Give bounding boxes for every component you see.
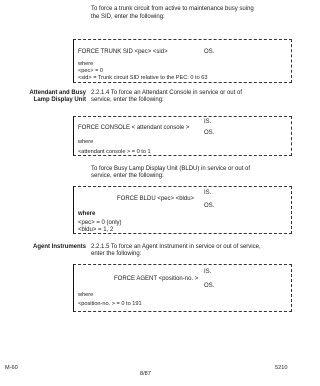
out-of-service-label: OS. xyxy=(204,283,215,289)
out-of-service-label: OS. xyxy=(204,130,215,136)
where-label: where xyxy=(78,211,96,217)
where-label: where xyxy=(78,61,94,67)
sid-definition: <sid> = Trunk circuit SID relative to the PEC: 0 to 63 xyxy=(78,75,208,81)
force-bldu-command: FORCE BLDU <pec> <bldu> xyxy=(117,196,195,202)
bldu-intro-line-2: service, enter the following: xyxy=(91,173,164,179)
force-agent-command: FORCE AGENT <position-no. > xyxy=(114,276,199,282)
agent-intro-line-2: enter the following: xyxy=(91,251,142,257)
force-console-command: FORCE CONSOLE < attendant console > xyxy=(78,125,190,131)
out-of-service-label: OS. xyxy=(204,49,215,55)
agent-intro-line-1: 2.2.1.5 To force an Agent Instrument in service or out of service, xyxy=(91,244,261,250)
attendant-intro-line-2: service, enter the following: xyxy=(91,97,164,103)
pec-definition: <pec> = 0 (only) xyxy=(78,220,122,226)
page-number: M-60 xyxy=(5,365,18,371)
bldu-intro-line-1: To force Busy Lamp Display Unit (BLDU) in service or out of xyxy=(91,166,251,172)
bldu-definition: <bldu> = 1, 2 xyxy=(78,227,114,233)
section-heading-agent: Agent Instruments xyxy=(32,244,86,250)
intro-line-2: the SID, enter the following: xyxy=(91,14,165,20)
section-heading-attendant: Attendant and Busy xyxy=(29,90,86,96)
in-service-label: IS. xyxy=(204,190,212,196)
attendant-console-definition: <attendant console > = 0 to 1 xyxy=(78,149,151,155)
where-label: where xyxy=(78,292,94,298)
intro-line-1: To force a trunk circuit from active to maintenance busy suing xyxy=(91,6,254,12)
document-number: 5210 xyxy=(275,365,288,371)
in-service-label: IS. xyxy=(204,119,212,125)
section-heading-bldu: Lamp Display Unit xyxy=(33,97,86,103)
pec-definition: <pec> = 0 xyxy=(78,68,104,74)
in-service-label: IS. xyxy=(204,269,212,275)
where-label: where xyxy=(78,139,94,145)
position-no-definition: <position-no. > = 0 to 191 xyxy=(78,301,142,307)
attendant-intro-line-1: 2.2.1.4 To force an Attendant Console in service or out of xyxy=(91,90,242,96)
document-date: 8/87 xyxy=(140,371,151,377)
force-trunk-command: FORCE TRUNK SID <pec> <sid> xyxy=(78,49,168,55)
out-of-service-label: OS. xyxy=(204,203,215,209)
